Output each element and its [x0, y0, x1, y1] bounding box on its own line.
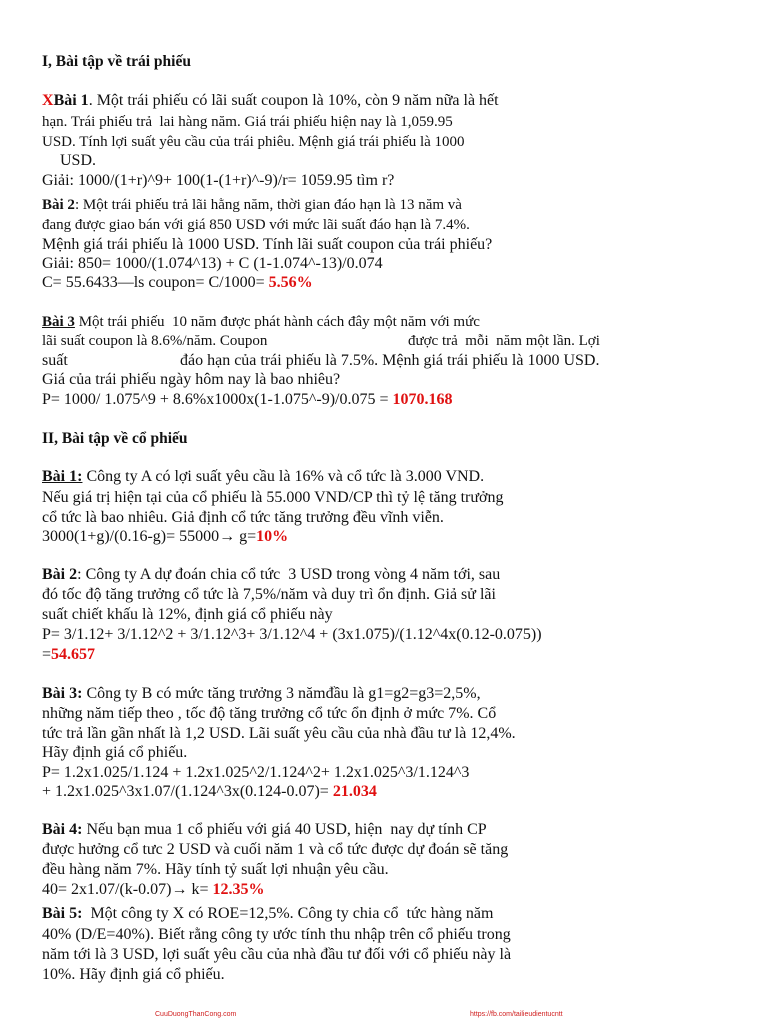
cp-bai3-line5: P= 1.2x1.025/1.124 + 1.2x1.025^2/1.124^2+ 1.2x1.025^3/1.124^3	[42, 764, 470, 781]
cp-bai4-line4: 40= 2x1.07/(k-0.07)→ k= 12.35%	[42, 881, 265, 898]
footer-right-link[interactable]: https://fb.com/tailieudientucntt	[470, 1011, 563, 1018]
bai3-line2a: lãi suất coupon là 8.6%/năm. Coupon	[42, 333, 268, 349]
cp-bai3-line6: + 1.2x1.025^3x1.07/(1.124^3x(0.124-0.07)= 21.034	[42, 783, 377, 800]
cp-bai1-line2: Nếu giá trị hiện tại của cổ phiếu là 55.000 VND/CP thì tỷ lệ tăng trưởng	[42, 489, 504, 506]
cp-bai4-line2: được hưởng cổ tưc 2 USD và cuối năm 1 và cổ tức được dự đoán sẽ tăng	[42, 841, 509, 858]
section-2-title: II, Bài tập về cổ phiếu	[42, 430, 188, 447]
cp-bai2-line5: =54.657	[42, 646, 96, 663]
cp-bai2-line3: suất chiết khấu là 12%, định giá cổ phiếu này	[42, 606, 333, 623]
cp-bai1-line4: 3000(1+g)/(0.16-g)= 55000→ g=10%	[42, 528, 289, 545]
bai2-line3: Mệnh giá trái phiếu là 1000 USD. Tính lãi suất coupon của trái phiếu?	[42, 236, 493, 253]
bai2-line1: Bài 2: Một trái phiếu trả lãi hằng năm, thời gian đáo hạn là 13 năm và	[42, 197, 462, 213]
cp-bai4-label: Bài 4:	[42, 821, 83, 838]
bai2-label: Bài 2	[42, 197, 75, 213]
bai3-line2b: được trả mỗi năm một lần. Lợi	[408, 333, 600, 349]
cp-bai2-line1: Bài 2: Công ty A dự đoán chia cổ tức 3 USD trong vòng 4 năm tới, sau	[42, 566, 501, 583]
bai1-line2: hạn. Trái phiếu trả lai hàng năm. Giá trái phiếu hiện nay là 1,059.95	[42, 114, 453, 130]
cp-bai5-line2: 40% (D/E=40%). Biết rằng công ty ước tính thu nhập trên cổ phiếu trong	[42, 926, 511, 943]
cp-bai3-label: Bài 3:	[42, 685, 83, 702]
footer-left-link[interactable]: CuuDuongThanCong.com	[155, 1011, 237, 1018]
bai2-line4: Giải: 850= 1000/(1.074^13) + C (1-1.074^-13)/0.074	[42, 255, 383, 272]
cp-bai2-line4: P= 3/1.12+ 3/1.12^2 + 3/1.12^3+ 3/1.12^4 + (3x1.075)/(1.12^4x(0.12-0.075))	[42, 626, 542, 643]
cp-bai1-line1: Bài 1: Công ty A có lợi suất yêu cầu là 16% và cổ tức là 3.000 VND.	[42, 468, 485, 485]
cp-bai4-line1: Bài 4: Nếu bạn mua 1 cổ phiếu với giá 40 USD, hiện nay dự tính CP	[42, 821, 487, 838]
bai2-line2: đang được giao bán với giá 850 USD với mức lãi suất đáo hạn là 7.4%.	[42, 217, 470, 233]
bai3-line3b: đáo hạn của trái phiếu là 7.5%. Mệnh giá trái phiếu là 1000 USD.	[180, 352, 600, 369]
bai3-line1: Bài 3 Một trái phiếu 10 năm được phát hành cách đây một năm với mức	[42, 314, 480, 330]
bai3-label: Bài 3	[42, 314, 75, 330]
cp-bai3-line4: Hãy định giá cổ phiếu.	[42, 744, 188, 761]
bai3-line3a: suất	[42, 352, 68, 369]
bai1-line1: XBài 1. Một trái phiếu có lãi suất coupon là 10%, còn 9 năm nữa là hết	[42, 92, 499, 109]
cp-bai3-line2: những năm tiếp theo , tốc độ tăng trưởng cổ tức ổn định ở mức 7%. Cổ	[42, 705, 497, 722]
cp-bai4-line3: đều hàng năm 7%. Hãy tính tỷ suất lợi nhuận yêu cầu.	[42, 861, 389, 878]
cp-bai1-label: Bài 1:	[42, 468, 83, 485]
bai3-line4: Giá của trái phiếu ngày hôm nay là bao nhiêu?	[42, 371, 341, 388]
x-mark: X	[42, 92, 54, 109]
cp-bai5-line4: 10%. Hãy định giá cổ phiếu.	[42, 966, 225, 983]
cp-bai3-line1: Bài 3: Công ty B có mức tăng trưởng 3 nămđầu là g1=g2=g3=2,5%,	[42, 685, 481, 702]
cp-bai5-line3: năm tới là 3 USD, lợi suất yêu cầu của nhà đầu tư đối với cổ phiếu này là	[42, 946, 512, 963]
bai1-solution: Giải: 1000/(1+r)^9+ 100(1-(1+r)^-9)/r= 1059.95 tìm r?	[42, 172, 395, 189]
cp-bai2-line2: đó tốc độ tăng trưởng cổ tức là 7,5%/năm và duy trì ổn định. Giả sử lãi	[42, 586, 496, 603]
bai3-line5: P= 1000/ 1.075^9 + 8.6%x1000x(1-1.075^-9)/0.075 = 1070.168	[42, 391, 453, 408]
cp-bai3-answer: 21.034	[332, 783, 377, 800]
section-1-title: I, Bài tập về trái phiếu	[42, 53, 191, 70]
cp-bai1-answer: 10%	[256, 528, 289, 545]
bai2-line5: C= 55.6433—ls coupon= C/1000= 5.56%	[42, 274, 313, 291]
cp-bai1-line3: cổ tức là bao nhiêu. Giả định cổ tức tăng trưởng đều vĩnh viễn.	[42, 509, 444, 526]
cp-bai5-line1: Bài 5: Một công ty X có ROE=12,5%. Công ty chia cổ tức hàng năm	[42, 905, 494, 922]
bai2-answer: 5.56%	[268, 274, 313, 291]
bai1-line3: USD. Tính lợi suất yêu cầu của trái phiêu. Mệnh giá trái phiếu là 1000	[42, 134, 465, 150]
bai1-line4: USD.	[60, 152, 97, 169]
cp-bai5-label: Bài 5:	[42, 905, 83, 922]
cp-bai3-line3: tức trả lần gần nhất là 1,2 USD. Lãi suất yêu cầu của nhà đầu tư là 12,4%.	[42, 725, 516, 742]
cp-bai4-answer: 12.35%	[212, 881, 265, 898]
cp-bai2-label: Bài 2	[42, 566, 78, 583]
bai1-label: Bài 1	[53, 92, 89, 109]
cp-bai2-answer: 54.657	[51, 646, 96, 663]
bai3-answer: 1070.168	[392, 391, 453, 408]
